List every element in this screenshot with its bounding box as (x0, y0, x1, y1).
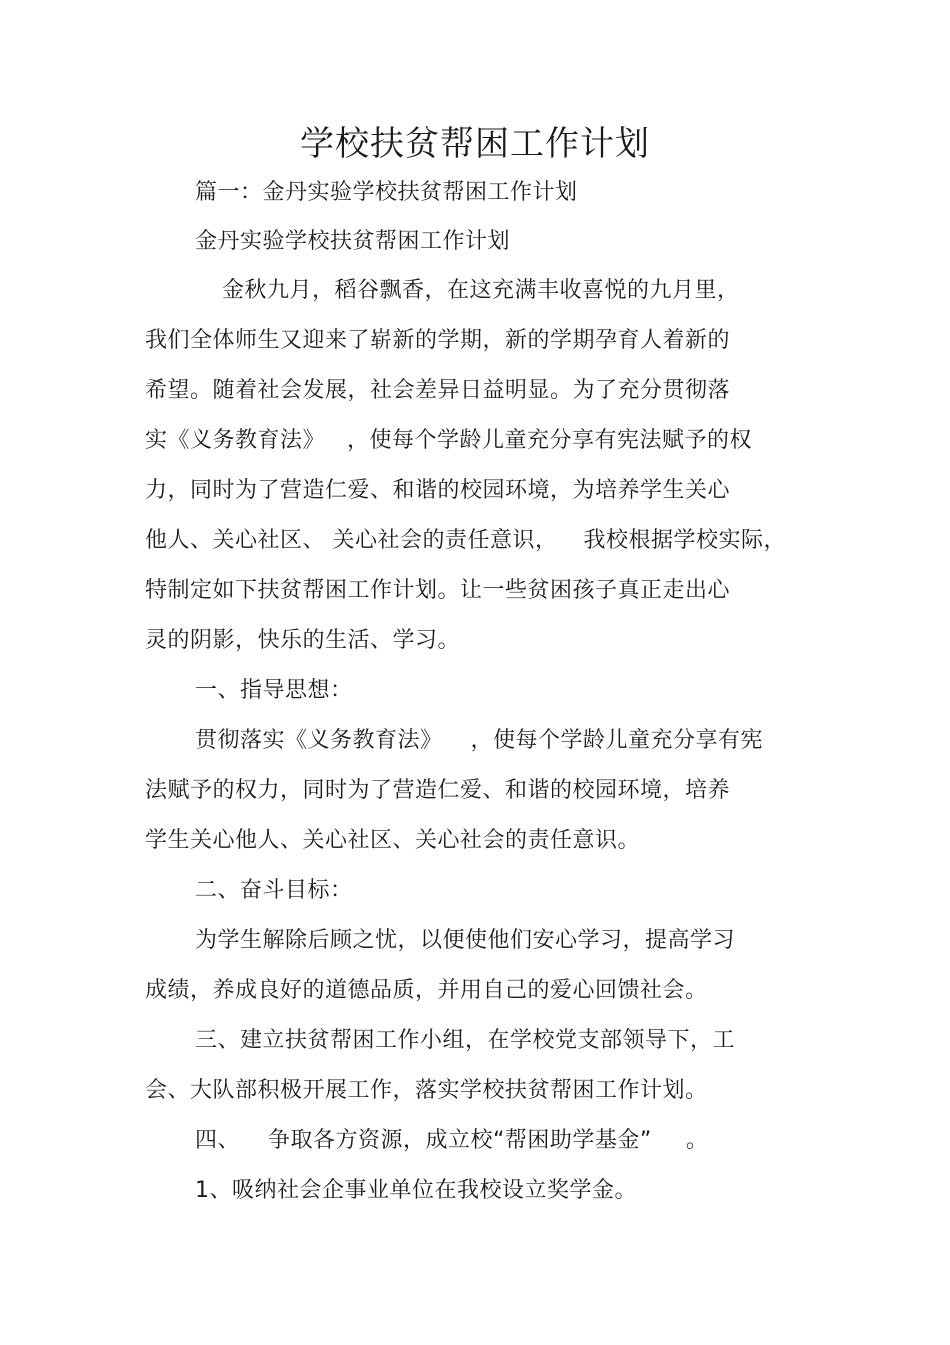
intro-line: 力，同时为了营造仁爱、和谐的校园环境，为培养学生关心 (145, 478, 731, 503)
section-3-line: 三、建立扶贫帮困工作小组，在学校党支部领导下，工 (195, 1028, 736, 1053)
intro-line (145, 526, 786, 556)
intro-line-part: ，使每个学龄儿童充分享有宪法赋予的权 (347, 428, 753, 453)
section-1-title: 一、指导思想： (195, 678, 353, 703)
section-1-line (195, 726, 763, 756)
section-1-line-part: ，使每个学龄儿童充分享有宪 (470, 728, 764, 753)
section-1-line-part: 贯彻落实《义务教育法》 (195, 728, 443, 753)
document-title: 学校扶贫帮困工作计划 (300, 124, 650, 164)
intro-line-part: 他人、关心社区、 关心社会的责任意识， (145, 528, 558, 553)
item-1: 1、吸纳社会企事业单位在我校设立奖学金。 (195, 1178, 637, 1203)
section-2-line: 成绩，养成良好的道德品质，并用自己的爱心回馈社会。 (145, 978, 708, 1003)
section-2-line: 为学生解除后顾之忧，以便使他们安心学习，提高学习 (195, 928, 736, 953)
intro-line-part: 实《义务教育法》 (145, 428, 326, 453)
intro-line: 金秋九月，稻谷飘香，在这充满丰收喜悦的九月里， (222, 278, 740, 303)
intro-line: 特制定如下扶贫帮困工作计划。让一些贫困孩子真正走出心 (145, 578, 731, 603)
section-4-text: 争取各方资源，成立校“帮困助学基金” (268, 1128, 652, 1153)
section-2-title: 二、奋斗目标： (195, 878, 353, 903)
section-1-line: 学生关心他人、关心社区、关心社会的责任意识。 (145, 828, 641, 853)
document-heading: 金丹实验学校扶贫帮困工作计划 (195, 229, 511, 254)
intro-line: 灵的阴影，快乐的生活、学习。 (145, 628, 461, 653)
section-3-line: 会、大队部积极开展工作，落实学校扶贫帮困工作计划。 (145, 1078, 708, 1103)
section-4-line (195, 1126, 708, 1156)
section-4-label: 四、 (195, 1128, 241, 1153)
section-4-end: 。 (685, 1128, 709, 1153)
section-1-line: 法赋予的权力，同时为了营造仁爱、和谐的校园环境，培养 (145, 778, 731, 803)
document-subtitle: 篇一：金丹实验学校扶贫帮困工作计划 (195, 180, 578, 205)
intro-line (145, 426, 752, 456)
intro-line: 希望。随着社会发展，社会差异日益明显。为了充分贯彻落 (145, 378, 731, 403)
intro-line-part: 我校根据学校实际， (583, 528, 787, 553)
intro-line: 我们全体师生又迎来了崭新的学期，新的学期孕育人着新的 (145, 328, 731, 353)
